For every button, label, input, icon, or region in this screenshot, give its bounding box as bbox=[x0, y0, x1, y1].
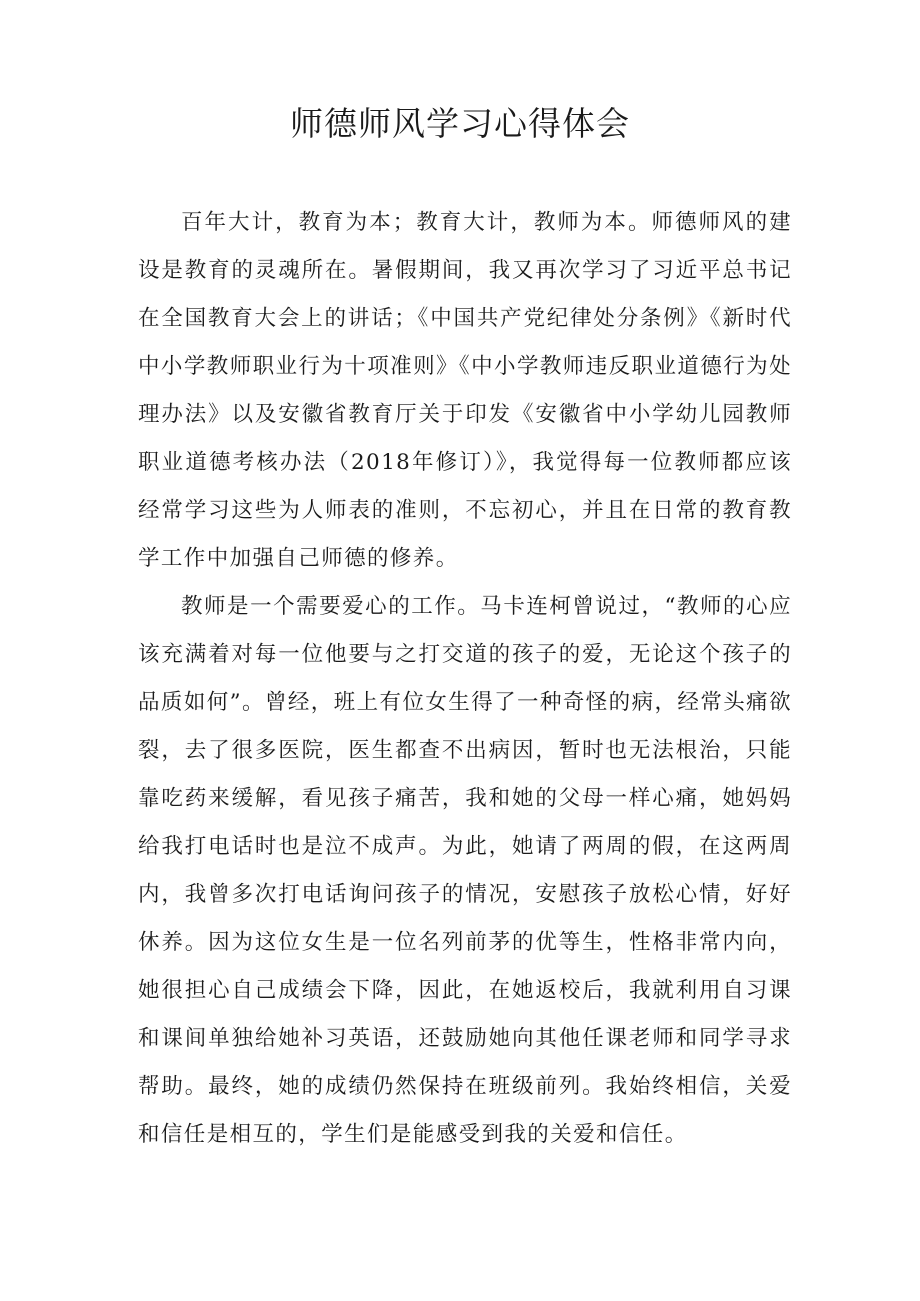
paragraph-1: 百年大计，教育为本；教育大计，教师为本。师德师风的建设是教育的灵魂所在。暑假期间，我又再次学习了习近平总书记在全国教育大会上的讲话；《中国共产党纪律处分条例》《新时代中小学教师职业行为十项准则》《中小学教师违反职业道德行为处理办法》以及安徽省教育厅关于印发《安徽省中小学幼儿园教师职业道德考核办法（2018年修订）》，我觉得每一位教师都应该经常学习这些为人师表的准则，不忘初心，并且在日常的教育教学工作中加强自己师德的修养。 bbox=[138, 210, 792, 571]
page-title: 师德师风学习心得体会 bbox=[290, 104, 630, 143]
document-body bbox=[138, 199, 792, 1159]
paragraph-2: 教师是一个需要爱心的工作。马卡连柯曾说过，“教师的心应该充满着对每一位他要与之打交道的孩子的爱，无论这个孩子的品质如何”。曾经，班上有位女生得了一种奇怪的病，经常头痛欲裂，去了很多医院，医生都查不出病因，暂时也无法根治，只能靠吃药来缓解，看见孩子痛苦，我和她的父母一样心痛，她妈妈给我打电话时也是泣不成声。为此，她请了两周的假，在这两周内，我曾多次打电话询问孩子的情况，安慰孩子放松心情，好好休养。因为这位女生是一位名列前茅的优等生，性格非常内向，她很担心自己成绩会下降，因此，在她返校后，我就利用自习课和课间单独给她补习英语，还鼓励她向其他任课老师和同学寻求帮助。最终，她的成绩仍然保持在班级前列。我始终相信，关爱和信任是相互的，学生们是能感受到我的关爱和信任。 bbox=[138, 594, 792, 1147]
